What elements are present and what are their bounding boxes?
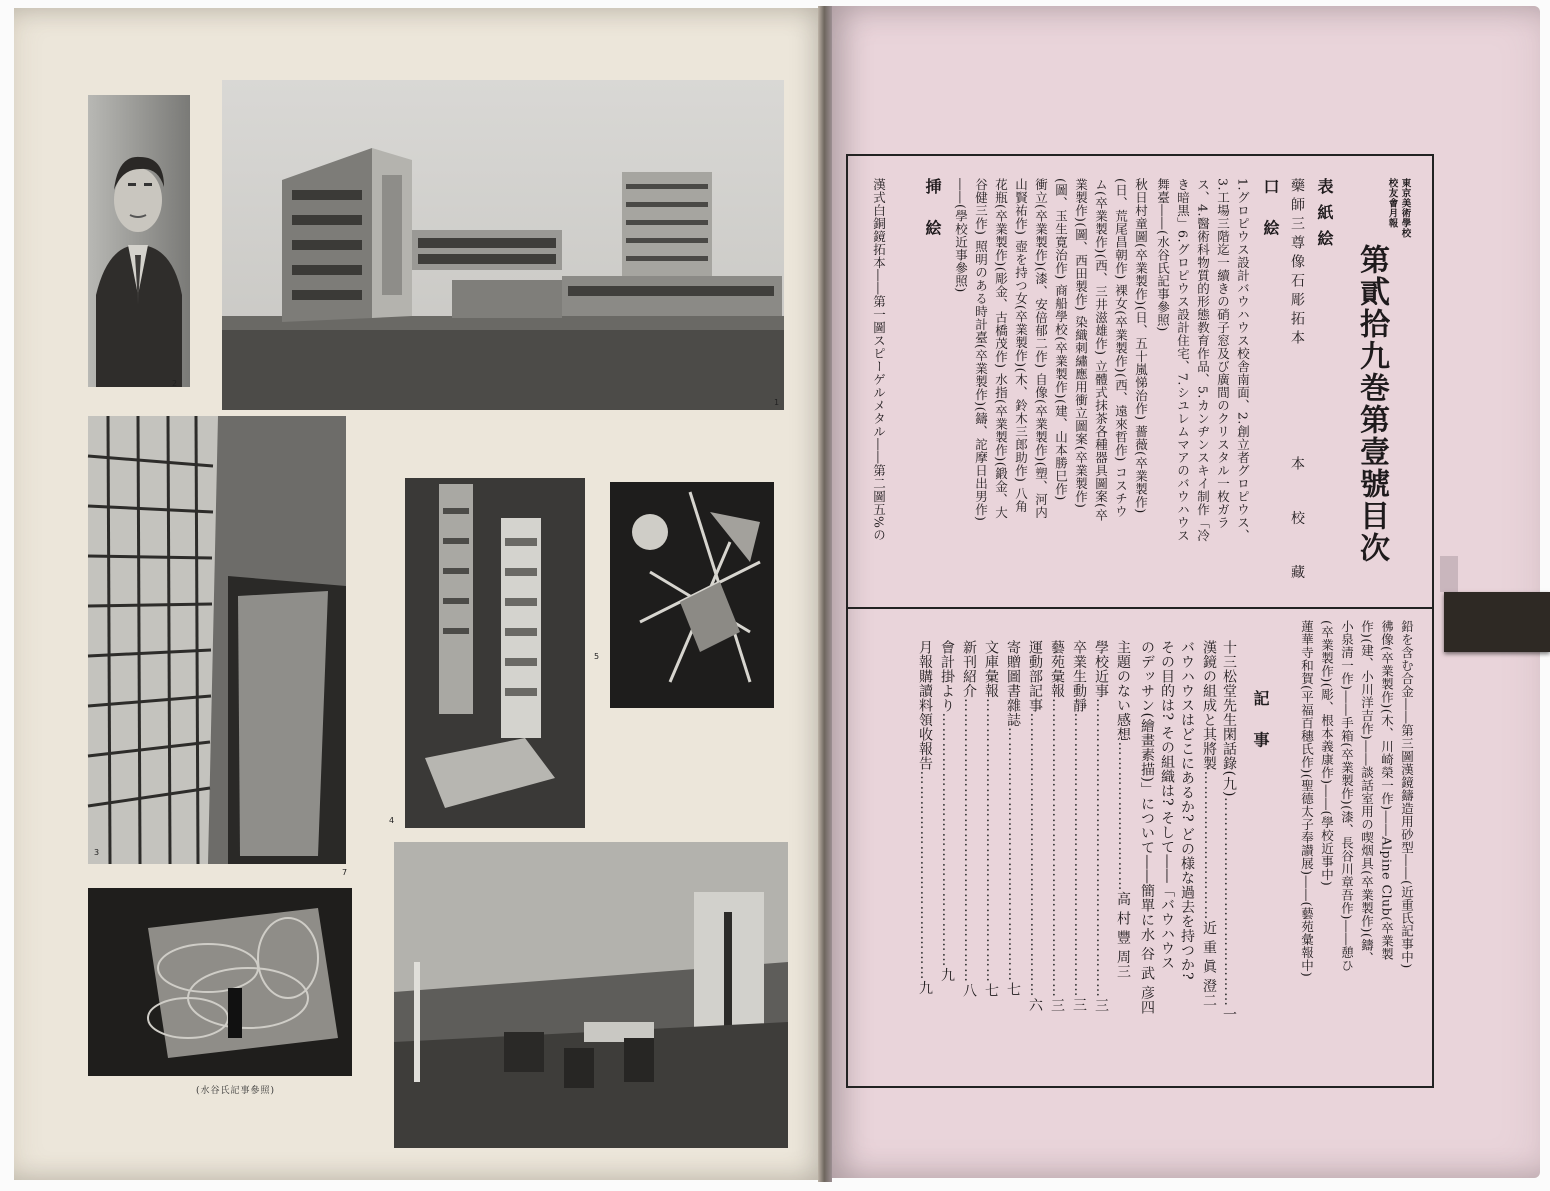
toc-divider [846,607,1434,609]
section-cover: 表紙絵 [1315,178,1334,256]
article-title: バウハウスはどこにあるか? どの様な過去を持つか? [1179,640,1195,980]
plate-line: 秋日村童圖(卒業製作)(日、五十嵐悌治作) 薔薇(卒業製作) [1133,178,1149,514]
page-tab [1440,556,1458,592]
figure-number: 7 [342,868,348,877]
article-title: 會計掛より [939,640,955,713]
leader-dots: …………………………………………… [1005,727,1021,982]
issue-title: 第貳拾九巻第壹號目次 [1354,244,1389,564]
plate-line-continued: 小泉清一作)――手箱(卒業製作)(漆、長谷川章吾作)――憩ひ [1339,620,1355,972]
portrait-photo [88,95,190,387]
article-title: 月報購讀料領收報告 [917,640,933,771]
cover-item: 藥師三尊像石彫拓本 [1289,178,1305,349]
leader-dots: ………………………………………………… [1027,712,1043,998]
plate-line: 山賢祐作) 壺を持つ女(卒業製作)(木、鈴木三郎助作) 八角 [1013,178,1029,513]
article-title: 漢鏡の組成と其將製 [1201,640,1217,771]
plate-line: ム(卒業製作)(西、三井滋雄作) 立體式抹茶各種器具圖案(卒 [1093,178,1109,522]
plate-line: 衝立(卒業製作)(漆、安倍郁二作) 自像(卒業製作)(塑、河内 [1033,178,1049,520]
plate-line-continued: (卒業製作)(彫、根本義康作)――(學校近事中) [1319,620,1335,887]
publisher-name-2: 校友會月報 [1386,178,1398,228]
article-entry [1050,640,1064,1013]
figure-number: 3 [94,848,100,857]
article-entry [1222,640,1236,1070]
plate-line: (日、荒尾昌朝作) 裸女(卒業製作)(西、遠來哲作) コスチウ [1113,178,1129,519]
leader-dots: …………………………………………………… [1093,698,1109,998]
plate-line-continued: 鉛を含む合金――第三圖漢鏡鑄造用砂型――(近重氏記事中) [1399,620,1415,969]
article-entry [940,640,954,982]
frontispiece-line: 舞臺――(水谷氏記事參照) [1155,178,1171,332]
leader-dots: ………………………………………………… [1071,712,1087,998]
article-entry [1006,640,1020,997]
article-page: 三 [1115,964,1131,979]
leader-dots: …………………………………… [917,770,933,981]
article-title: 藝苑彙報 [1049,640,1065,698]
figure-number: 1 [774,398,780,407]
article-page: 三 [1049,998,1065,1013]
article-title: 文庫彙報 [983,640,999,698]
article-author: 近 重 眞 澄 [1201,920,1217,994]
article-title: 運動部記事 [1027,640,1043,713]
article-entry [1160,640,1174,970]
article-page: 九 [917,980,933,995]
article-entry [1072,640,1086,1012]
section-frontispiece: 口 絵 [1261,178,1280,246]
article-title: 主題のない感想 [1115,640,1131,742]
article-title: 新刊紹介 [961,640,977,698]
article-page: 三 [1093,998,1109,1013]
article-author: 高 村 豐 周 [1115,891,1131,965]
plate-line-continued: 蓮華寺和賀(平福百穗氏作)(聖德太子奉讃展)――(藝苑彙報中) [1299,620,1315,978]
article-title: 寄贈圖書雜誌 [1005,640,1021,727]
article-page: 一 [1221,1006,1237,1022]
article-page: 四 [1139,1000,1155,1015]
stage-photo [88,868,352,1076]
article-entry [984,640,998,998]
leader-dots: …………………………………………… [939,712,955,968]
leader-dots: ………………………………………………… [983,698,999,983]
figure-number: 4 [389,816,395,825]
figure-number: 2 [172,379,178,388]
article-page: 九 [939,967,955,982]
article-entry [1140,640,1154,1015]
frontispiece-line: き暗黒」6.グロピウス設計住宅、7.シユレムマアのバウハウス [1175,178,1191,542]
article-author: 水 谷 武 彦 [1139,927,1155,1001]
plate-line: 業製作)(圖、西田製作) 染織刺繡應用衝立圖案(卒業製作) [1073,178,1089,509]
plate-line: ――(學校近事參照) [953,178,969,293]
plate-line: 谷健三作) 照明のある時計臺(卒業製作)(鑄、詑摩日出男作) [973,178,989,522]
article-page: 八 [961,983,977,998]
sculpture-photo [389,478,585,828]
bauhaus-building-photo [222,80,784,410]
article-entry [1094,640,1108,1013]
frontispiece-line: ス、4.醫術科物質的形態教育作品、5.カンヂンスキイ制作「冷 [1195,178,1211,542]
article-page: 七 [1005,982,1021,997]
article-entry [1180,640,1194,980]
interior-photo [394,842,788,1148]
frontispiece-line: 3.工場三階迄一續きの硝子窓及び廣間のクリスタル一枚ガラ [1215,178,1231,529]
article-entry [1116,640,1130,979]
article-entry [962,640,976,998]
article-title: のデッサン(繪畫素描)」について――簡單に [1139,640,1155,928]
article-entry [1028,640,1042,1012]
cover-credit: 本 校 藏 [1289,456,1305,597]
plate-line-continued: 作)(建、小川洋吉作)――談話室用の喫烟具(卒業製作)(鑄、 [1359,620,1375,965]
article-title: 十三松堂先生閑話錄(九) [1221,640,1237,797]
glass-wall-photo [88,416,346,864]
article-title: 卒業生動靜 [1071,640,1087,713]
plate-line: 漢式白銅鏡拓本――第一圖スピーゲルメタル――第二圖五%の [871,178,887,542]
plate-line-continued: 彿像(卒業製作)(木、川崎榮一作)――Alpine Club(卒業製 [1379,620,1395,961]
article-title: その目的は? その組織は? そして――「バウハウス [1159,640,1175,971]
article-page: 六 [1027,997,1043,1012]
article-entry [918,640,932,995]
section-articles: 記 事 [1251,690,1270,758]
figure-number: 5 [594,652,600,661]
article-page: 三 [1071,997,1087,1012]
article-page: 二 [1201,993,1217,1008]
publisher-name: 東京美術學校 [1399,178,1411,238]
kandinsky-painting-photo [594,482,774,708]
section-plates: 挿 絵 [923,178,942,246]
leader-dots: …………………………………………………… [1049,698,1065,998]
leader-dots: …………………………………… [1221,796,1237,1007]
article-page: 七 [983,983,999,998]
bookmark-ribbon [1444,592,1550,652]
frontispiece-line: 1.グロピウス設計バウハウス校舎南面、2.創立者グロピウス、 [1235,178,1251,542]
article-entry [1202,640,1216,1008]
leader-dots: ………………………………………………… [961,698,977,983]
leader-dots: ………………………… [1115,741,1131,892]
plate-line: 花瓶(卒業製作)(彫金、古橋茂作) 水指(卒業製作)(鍛金、大 [993,178,1009,520]
book-gutter [818,6,832,1182]
article-title: 學校近事 [1093,640,1109,698]
plate-line: (圖、玉生寛治作) 商船學校(卒業製作)(建、山本勝巳作) [1053,178,1069,501]
leader-dots: ………………………… [1201,770,1217,921]
photo-caption: (水谷氏記事參照) [196,1086,276,1096]
